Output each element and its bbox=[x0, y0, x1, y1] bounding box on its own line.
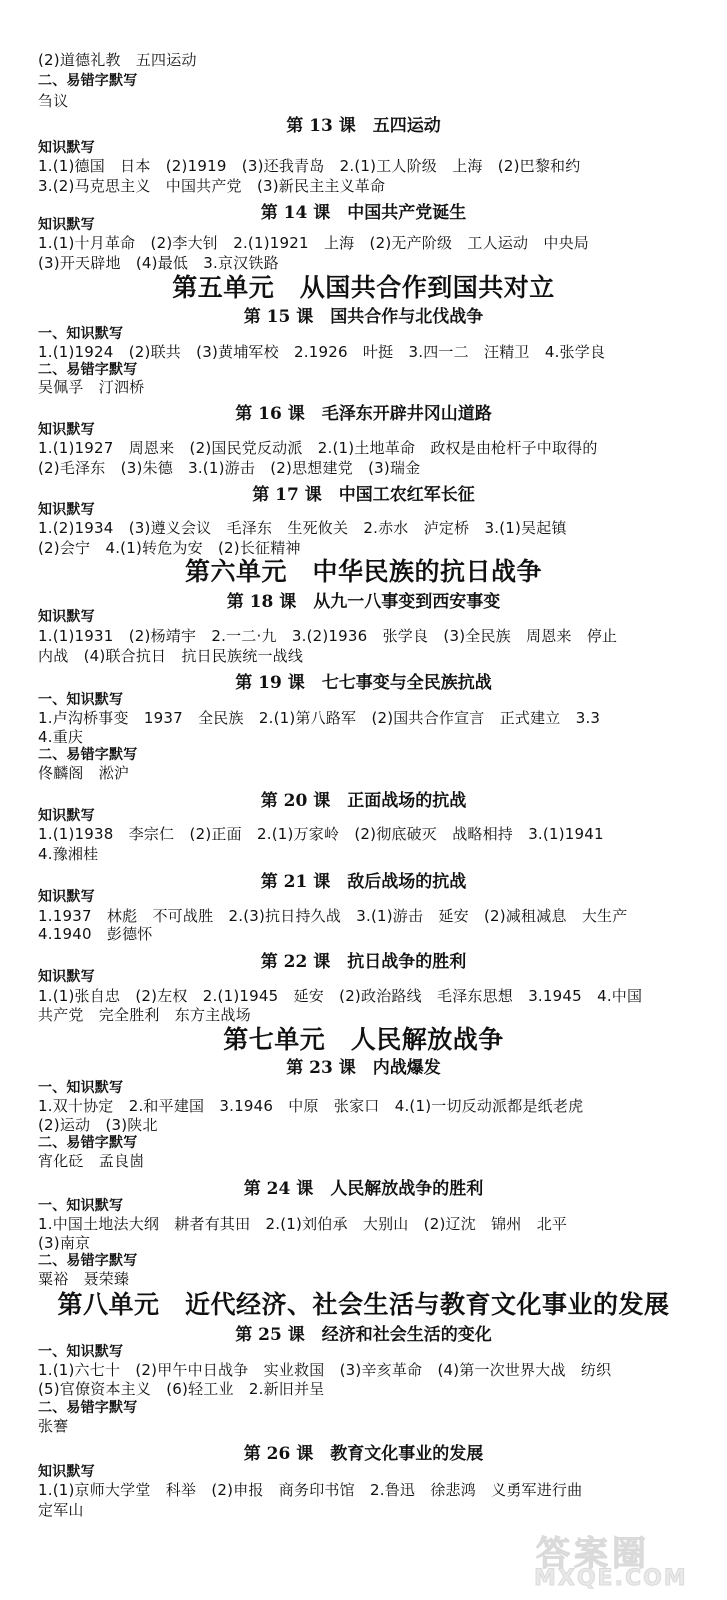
answer-line: 1.(1)1927 周恩来 (2)国民党反动派 2.(1)土地革命 政权是由枪杆子中取得的 bbox=[38, 439, 598, 457]
answer-line: (3)南京 bbox=[38, 1234, 91, 1252]
lesson-heading: 第 26 课 教育文化事业的发展 bbox=[243, 1444, 484, 1464]
lesson-heading: 第 20 课 正面战场的抗战 bbox=[260, 791, 467, 811]
answer-line: 宵化砭 孟良崮 bbox=[38, 1152, 145, 1170]
answer-line: 刍议 bbox=[38, 92, 69, 110]
unit-heading: 第五单元 从国共合作到国共对立 bbox=[172, 273, 555, 302]
answer-line: 定军山 bbox=[38, 1501, 84, 1519]
answer-line: 1.双十协定 2.和平建国 3.1946 中原 张家口 4.(1)一切反动派都是纸老虎 bbox=[38, 1097, 584, 1115]
lesson-heading: 第 13 课 五四运动 bbox=[286, 116, 441, 136]
lesson-heading: 第 22 课 抗日战争的胜利 bbox=[260, 952, 467, 972]
answer-line: 1.(1)张自忠 (2)左权 2.(1)1945 延安 (2)政治路线 毛泽东思想 3.1945 4.中国 bbox=[38, 987, 643, 1005]
section-label: 二、易错字默写 bbox=[38, 1253, 138, 1269]
lesson-heading: 第 21 课 敌后战场的抗战 bbox=[260, 872, 467, 892]
answer-line: (5)官僚资本主义 (6)轻工业 2.新旧并呈 bbox=[38, 1380, 325, 1398]
section-label: 二、易错字默写 bbox=[38, 1400, 138, 1416]
lesson-heading: 第 24 课 人民解放战争的胜利 bbox=[243, 1179, 484, 1199]
answer-line: 内战 (4)联合抗日 抗日民族统一战线 bbox=[38, 647, 304, 665]
answer-line: (2)道德礼教 五四运动 bbox=[38, 51, 197, 69]
section-label: 一、知识默写 bbox=[38, 1198, 124, 1214]
answer-line: 1.(1)十月革命 (2)李大钊 2.(1)1921 上海 (2)无产阶级 工人运动 中央局 bbox=[38, 234, 589, 252]
unit-heading: 第七单元 人民解放战争 bbox=[223, 1025, 504, 1054]
section-label: 知识默写 bbox=[38, 808, 95, 824]
section-label: 知识默写 bbox=[38, 140, 95, 156]
answer-line: 4.豫湘桂 bbox=[38, 845, 99, 863]
answer-line: 吴佩孚 汀泗桥 bbox=[38, 378, 145, 396]
section-label: 知识默写 bbox=[38, 502, 95, 518]
section-label: 知识默写 bbox=[38, 422, 95, 438]
answer-line: 3.(2)马克思主义 中国共产党 (3)新民主主义革命 bbox=[38, 177, 386, 195]
watermark-text: 答案圈 bbox=[536, 1534, 650, 1574]
answer-line: 共产党 完全胜利 东方主战场 bbox=[38, 1006, 251, 1024]
answer-line: 1.卢沟桥事变 1937 全民族 2.(1)第八路军 (2)国共合作宣言 正式建立 3.3 bbox=[38, 709, 601, 727]
answer-line: 1.(1)1931 (2)杨靖宇 2.一二·九 3.(2)1936 张学良 (3)全民族 周恩来 停止 bbox=[38, 627, 618, 645]
answer-line: 佟麟阁 淞沪 bbox=[38, 764, 130, 782]
section-label: 二、易错字默写 bbox=[38, 1135, 138, 1151]
answer-line: 1.(2)1934 (3)遵义会议 毛泽东 生死攸关 2.赤水 泸定桥 3.(1)吴起镇 bbox=[38, 519, 567, 537]
lesson-heading: 第 18 课 从九一八事变到西安事变 bbox=[226, 592, 501, 612]
lesson-heading: 第 23 课 内战爆发 bbox=[286, 1058, 441, 1078]
lesson-heading: 第 15 课 国共合作与北伐战争 bbox=[243, 307, 484, 327]
lesson-heading: 第 25 课 经济和社会生活的变化 bbox=[235, 1325, 492, 1345]
answer-line: 张謇 bbox=[38, 1417, 69, 1435]
section-label: 一、知识默写 bbox=[38, 326, 124, 342]
lesson-heading: 第 14 课 中国共产党诞生 bbox=[260, 203, 467, 223]
unit-heading: 第八单元 近代经济、社会生活与教育文化事业的发展 bbox=[57, 1290, 670, 1319]
answer-line: (2)运动 (3)陕北 bbox=[38, 1116, 158, 1134]
section-label: 二、易错字默写 bbox=[38, 73, 138, 89]
section-label: 知识默写 bbox=[38, 889, 95, 905]
answer-line: 4.1940 彭德怀 bbox=[38, 925, 153, 943]
lesson-heading: 第 17 课 中国工农红军长征 bbox=[252, 485, 475, 505]
answer-line: 1.1937 林彪 不可战胜 2.(3)抗日持久战 3.(1)游击 延安 (2)减租减息 大生产 bbox=[38, 907, 628, 925]
section-label: 知识默写 bbox=[38, 969, 95, 985]
answer-line: 1.中国土地法大纲 耕者有其田 2.(1)刘伯承 大别山 (2)辽沈 锦州 北平 bbox=[38, 1215, 568, 1233]
unit-heading: 第六单元 中华民族的抗日战争 bbox=[184, 557, 542, 586]
watermark-logo bbox=[528, 1524, 720, 1596]
section-label: 知识默写 bbox=[38, 217, 95, 233]
answer-line: 1.(1)1924 (2)联共 (3)黄埔军校 2.1926 叶挺 3.四一二 汪精卫 4.张学良 bbox=[38, 343, 606, 361]
section-label: 知识默写 bbox=[38, 1464, 95, 1480]
lesson-heading: 第 19 课 七七事变与全民族抗战 bbox=[235, 673, 492, 693]
section-label: 一、知识默写 bbox=[38, 1344, 124, 1360]
answer-line: (2)会宁 4.(1)转危为安 (2)长征精神 bbox=[38, 539, 301, 557]
watermark-url: MXQE.COM bbox=[534, 1566, 688, 1591]
section-label: 二、易错字默写 bbox=[38, 362, 138, 378]
answer-line: 1.(1)1938 李宗仁 (2)正面 2.(1)万家岭 (2)彻底破灭 战略相持 3.(1)1941 bbox=[38, 825, 604, 843]
answer-line: 1.(1)京师大学堂 科举 (2)申报 商务印书馆 2.鲁迅 徐悲鸿 义勇军进行曲 bbox=[38, 1481, 583, 1499]
answer-line: 粟裕 聂荣臻 bbox=[38, 1270, 130, 1288]
answer-line: 1.(1)德国 日本 (2)1919 (3)还我青岛 2.(1)工人阶级 上海 (2)巴黎和约 bbox=[38, 157, 581, 175]
lesson-heading: 第 16 课 毛泽东开辟井冈山道路 bbox=[235, 404, 492, 424]
answer-line: 1.(1)六七十 (2)甲午中日战争 实业救国 (3)辛亥革命 (4)第一次世界大战 纺织 bbox=[38, 1361, 612, 1379]
section-label: 知识默写 bbox=[38, 609, 95, 625]
section-label: 一、知识默写 bbox=[38, 692, 124, 708]
section-label: 二、易错字默写 bbox=[38, 747, 138, 763]
answer-line: (3)开天辟地 (4)最低 3.京汉铁路 bbox=[38, 254, 279, 272]
answer-line: 4.重庆 bbox=[38, 728, 84, 746]
answer-line: (2)毛泽东 (3)朱德 3.(1)游击 (2)思想建党 (3)瑞金 bbox=[38, 459, 421, 477]
section-label: 一、知识默写 bbox=[38, 1080, 124, 1096]
